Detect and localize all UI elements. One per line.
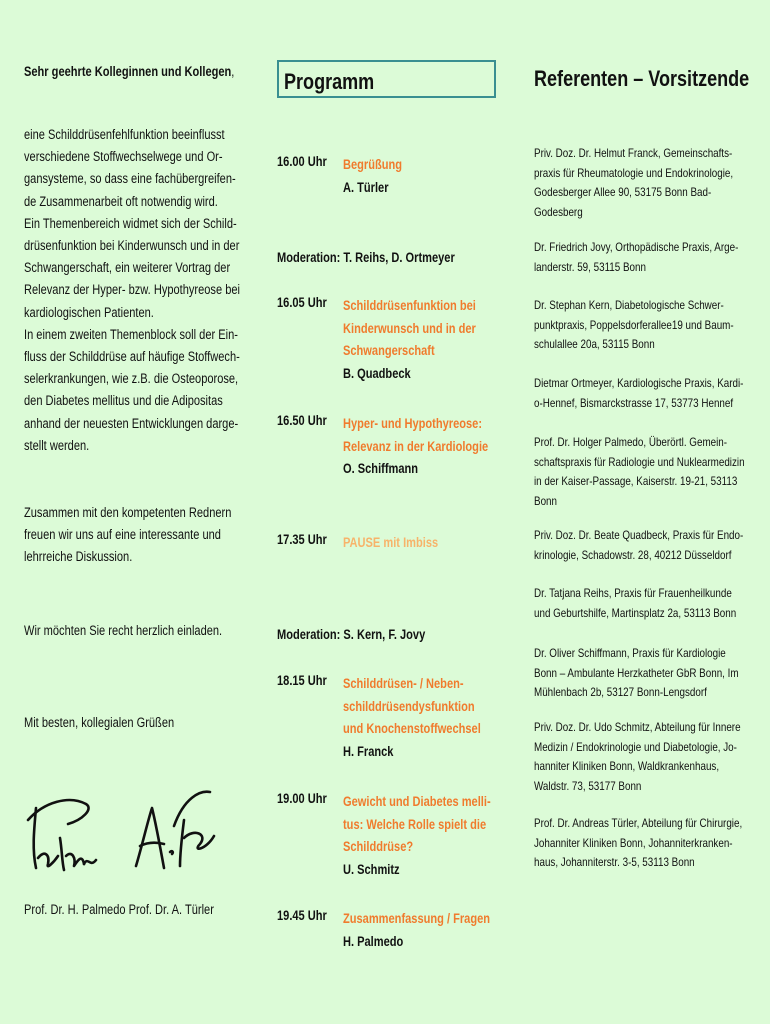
entry-time: 16.05 Uhr xyxy=(277,295,327,310)
entry-time: 19.45 Uhr xyxy=(277,908,327,923)
break-topic: PAUSE mit Imbiss xyxy=(343,535,439,550)
entry-topic: Kinderwunsch und in der xyxy=(343,320,476,336)
entry-speaker: H. Franck xyxy=(343,743,394,759)
entry-topic: Zusammenfassung / Fragen xyxy=(343,911,491,926)
regards-line: Mit besten, kollegialen Grüßen xyxy=(24,715,175,730)
referent-entry: Dr. Oliver Schiffmann, Praxis für Kardiologie Bonn – Ambulante Herzkatheter GbR Bonn, Im Mühlenbach 2b, 53127 Bonn-Lengsdorf xyxy=(534,646,739,699)
text-line: anhand der neuesten Entwicklungen darge- xyxy=(24,415,239,431)
moderation-line: Moderation: T. Reihs, D. Ortmeyer xyxy=(277,250,455,265)
entry-topic: Schilddrüsen- / Neben- xyxy=(343,676,464,691)
text-line: selerkrankungen, wie z.B. die Osteoporose, xyxy=(24,371,239,387)
invitation-line: Wir möchten Sie recht herzlich einladen. xyxy=(24,623,223,638)
text-line: gansysteme, so dass eine fachübergreifen- xyxy=(24,171,236,187)
text-line: stellt werden. xyxy=(24,437,90,453)
text-line: den Diabetes mellitus und die Adipositas xyxy=(24,393,223,409)
referent-entry: Dr. Friedrich Jovy, Orthopädische Praxis, Arge- landerstr. 59, 53115 Bonn xyxy=(534,240,739,274)
entry-topic: Hyper- und Hypothyreose: xyxy=(343,416,483,431)
closing-paragraph xyxy=(24,502,238,569)
signatory-names: Prof. Dr. H. Palmedo Prof. Dr. A. Türler xyxy=(24,902,214,917)
program-title-box xyxy=(277,60,496,98)
text-line: Ein Themenbereich widmet sich der Schild- xyxy=(24,215,237,231)
moderation-line: Moderation: S. Kern, F. Jovy xyxy=(277,627,426,642)
referent-entry: Priv. Doz. Dr. Beate Quadbeck, Praxis für Endo- krinologie, Schadowstr. 28, 40212 Düsseldorf xyxy=(534,528,744,562)
entry-topic: Gewicht und Diabetes melli- xyxy=(343,794,491,809)
intro-paragraph xyxy=(24,124,238,457)
entry-speaker: U. Schmitz xyxy=(343,861,400,877)
referent-entry: Dr. Tatjana Reihs, Praxis für Frauenheilkunde und Geburtshilfe, Martinsplatz 2a, 53113 Bonn xyxy=(534,586,737,620)
text-line: lehrreiche Diskussion. xyxy=(24,549,133,565)
entry-topic: und Knochenstoffwechsel xyxy=(343,721,481,736)
entry-time: 19.00 Uhr xyxy=(277,791,327,806)
entry-time: 17.35 Uhr xyxy=(277,532,327,547)
text-line: eine Schilddrüsenfehlfunktion beeinflusst xyxy=(24,127,225,142)
entry-speaker: O. Schiffmann xyxy=(343,461,419,476)
handwritten-signatures xyxy=(24,780,238,890)
entry-time: 16.50 Uhr xyxy=(277,413,327,428)
referent-entry: Prof. Dr. Holger Palmedo, Überörtl. Gemein- schaftspraxis für Radiologie und Nuklearmedizin in der Kaiser-Passage, Kaiserstr. 19-21, 53113 Bonn xyxy=(534,435,745,508)
text-line: fluss der Schilddrüse auf häufige Stoffwech- xyxy=(24,349,240,365)
referent-entry: Priv. Doz. Dr. Helmut Franck, Gemeinschafts- praxis für Rheumatologie und Endokrinologie, Godesberger Allee 90, 53175 Bonn Bad- Godesberg xyxy=(534,146,734,219)
referents-title: Referenten – Vorsitzende xyxy=(534,66,750,91)
entry-speaker: A. Türler xyxy=(343,179,389,195)
entry-topic: Schwangerschaft xyxy=(343,343,435,358)
entry-speaker: H. Palmedo xyxy=(343,933,404,949)
text-line: freuen wir uns auf eine interessante und xyxy=(24,527,221,543)
referent-entry: Priv. Doz. Dr. Udo Schmitz, Abteilung für Innere Medizin / Endokrinologie und Diabetologie, Jo- hanniter Kliniken Bonn, Waldkrankenhaus, Waldstr. 73, 53177 Bonn xyxy=(534,720,741,793)
entry-topic: Relevanz in der Kardiologie xyxy=(343,438,489,454)
text-line: kardiologischen Patienten. xyxy=(24,304,154,320)
entry-topic: Begrüßung xyxy=(343,157,403,172)
entry-time: 18.15 Uhr xyxy=(277,673,327,688)
text-line: In einem zweiten Themenblock soll der Ein- xyxy=(24,326,238,342)
entry-topic: Schilddrüse? xyxy=(343,839,414,854)
salutation: Sehr geehrte Kolleginnen und Kollegen, xyxy=(24,64,235,79)
text-line: Schwangerschaft, ein weiterer Vortrag der xyxy=(24,260,231,276)
text-line: Relevanz der Hyper- bzw. Hypothyreose bei xyxy=(24,282,240,298)
text-line: verschiedene Stoffwechselwege und Or- xyxy=(24,149,223,165)
text-line: drüsenfunktion bei Kinderwunsch und in der xyxy=(24,238,240,254)
entry-topic: tus: Welche Rolle spielt die xyxy=(343,816,487,832)
text-line: de Zusammenarbeit oft notwendig wird. xyxy=(24,193,218,209)
text-line: Zusammen mit den kompetenten Rednern xyxy=(24,505,232,520)
entry-time: 16.00 Uhr xyxy=(277,154,327,169)
referent-entry: Dietmar Ortmeyer, Kardiologische Praxis, Kardi- o-Hennef, Bismarckstrasse 17, 53773 Hennef xyxy=(534,376,744,410)
entry-speaker: B. Quadbeck xyxy=(343,365,411,381)
program-title: Programm xyxy=(284,69,375,94)
entry-topic: Schilddrüsenfunktion bei xyxy=(343,298,476,313)
entry-topic: schilddrüsendysfunktion xyxy=(343,698,475,714)
referent-entry: Dr. Stephan Kern, Diabetologische Schwer- punktpraxis, Poppelsdorferallee19 und Baum- schulallee 20a, 53115 Bonn xyxy=(534,298,734,351)
referent-entry: Prof. Dr. Andreas Türler, Abteilung für Chirurgie, Johanniter Kliniken Bonn, Johanniterkranken- haus, Johanniterstr. 3-5, 53113 Bonn xyxy=(534,816,743,869)
